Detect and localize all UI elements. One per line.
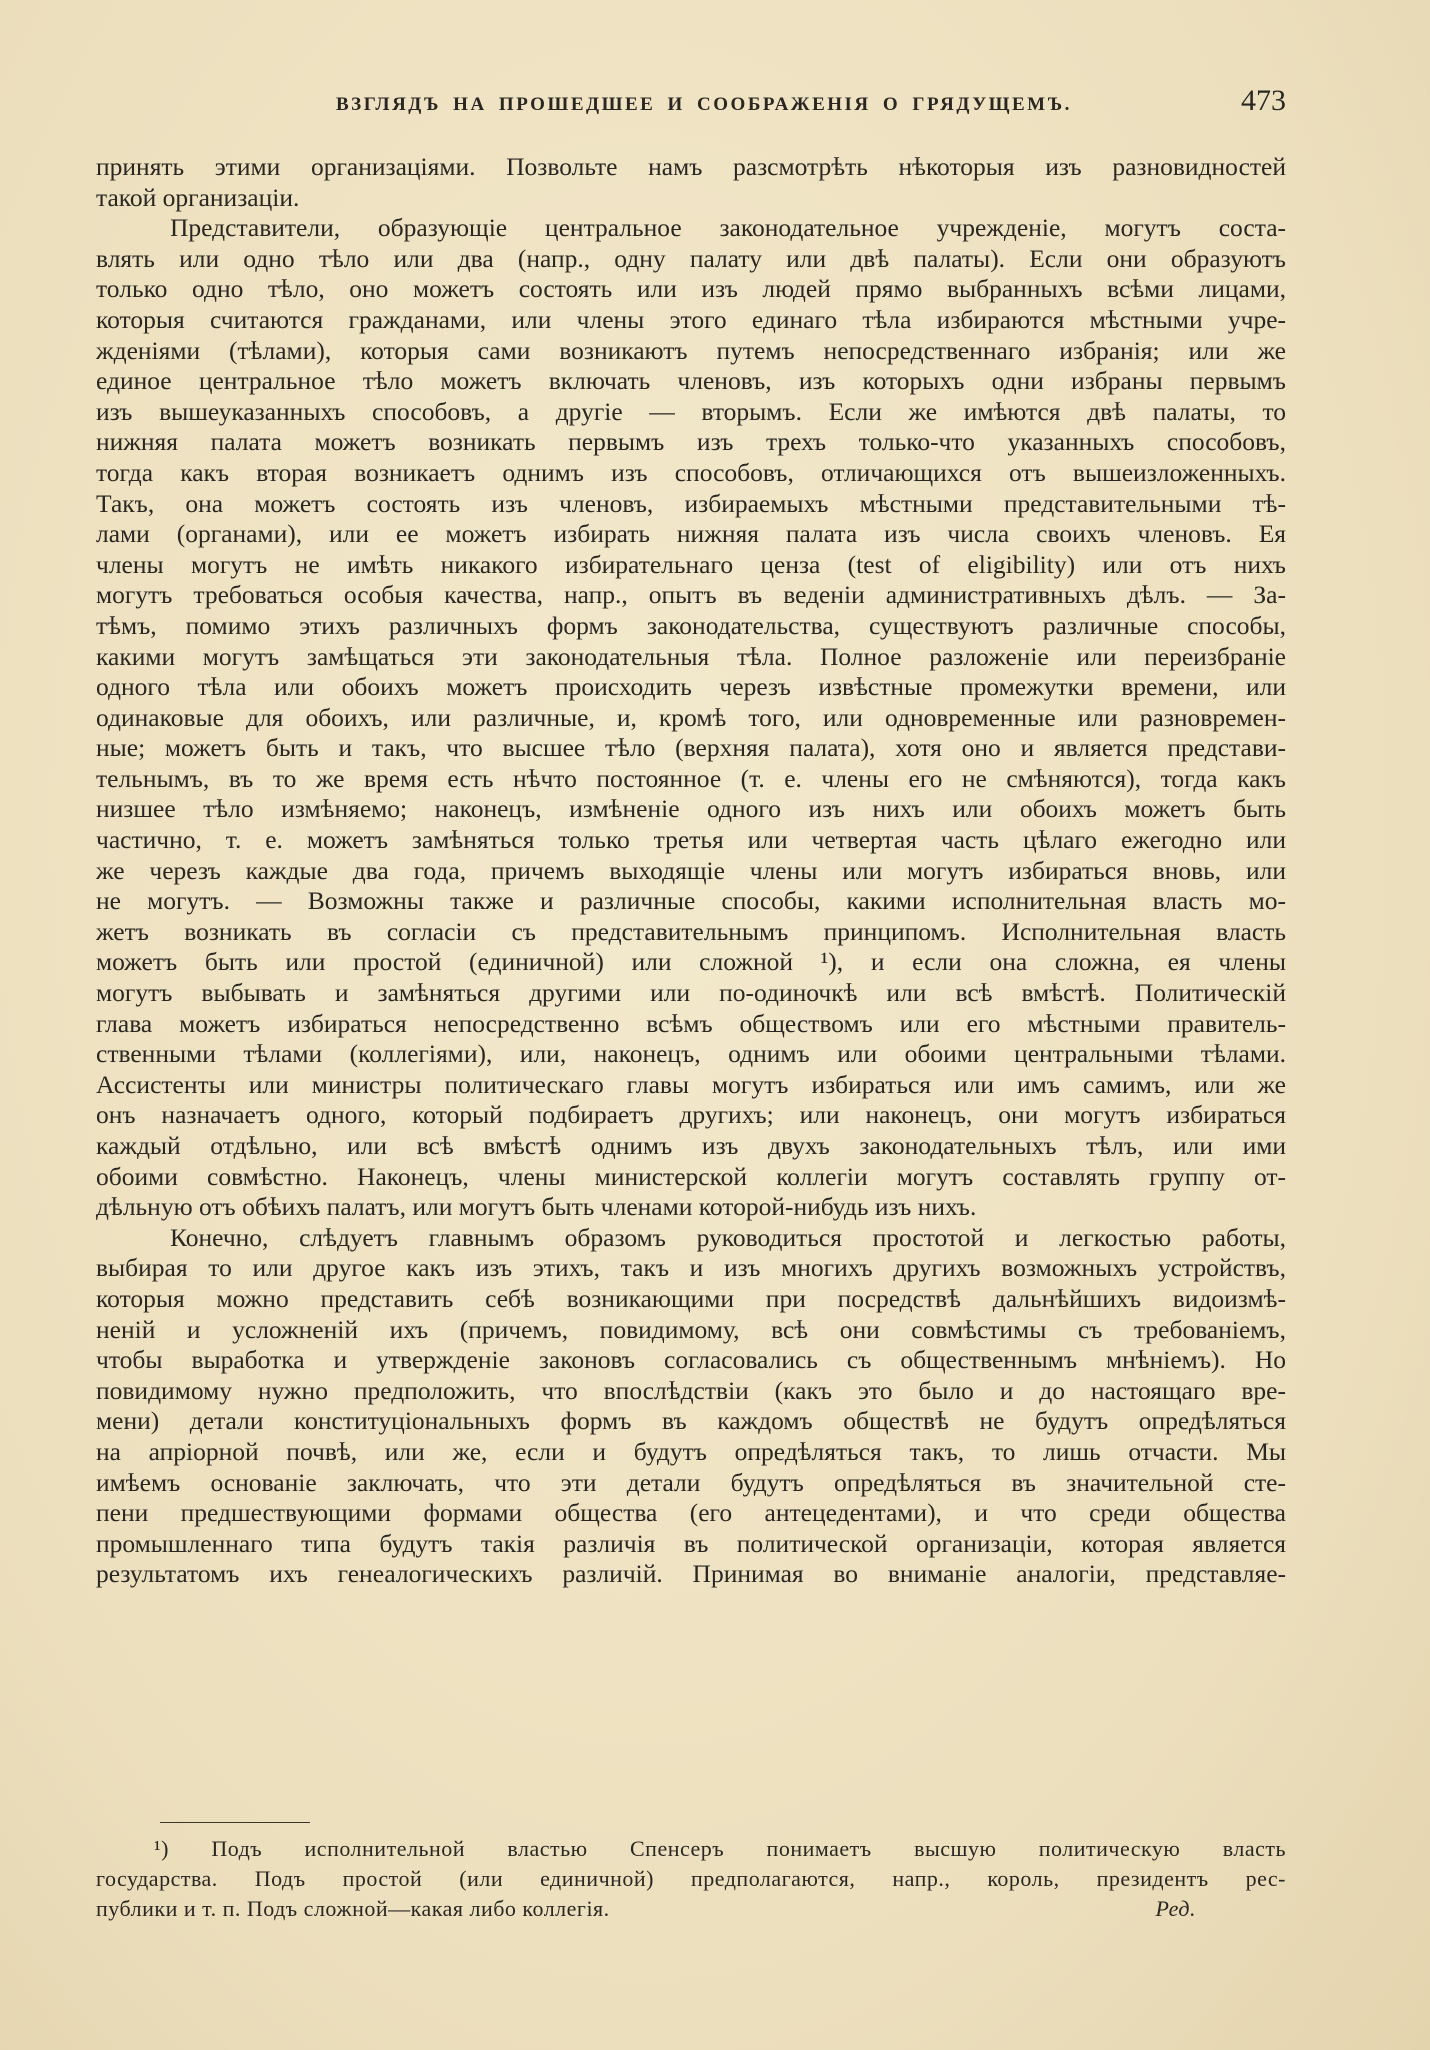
text-line: такой организаціи. [96, 182, 300, 212]
text-line: чтобы выработка и утвержденіе законовъ согласовались съ общественнымъ мнѣніемъ). Но [96, 1345, 1286, 1375]
text-line: жетъ возникать въ согласіи съ представительнымъ принципомъ. Исполнительная власть [96, 916, 1286, 946]
running-title: ВЗГЛЯДЪ НА ПРОШЕДШЕЕ И СООБРАЖЕНІЯ О ГРЯДУЩЕМЪ. [336, 94, 1072, 115]
text-line: тѣмъ, помимо этихъ различныхъ формъ законодательства, существуютъ различные способы, [96, 610, 1286, 640]
text-line: одинаковые для обоихъ, или различные, и, кромѣ того, или одновременные или разновремен- [96, 702, 1286, 732]
text-line: которыя считаются гражданами, или члены этого единаго тѣла избираются мѣстными учре- [96, 304, 1286, 334]
text-line: не могутъ. — Возможны также и различные способы, какими исполнительная власть мо- [96, 886, 1286, 916]
text-line: каждый отдѣльно, или всѣ вмѣстѣ однимъ изъ двухъ законодательныхъ тѣлъ, или ими [96, 1131, 1286, 1160]
text-line: Такъ, она можетъ состоять изъ членовъ, избираемыхъ мѣстными представительными тѣ- [96, 488, 1286, 518]
text-line: ственными тѣлами (коллегіями), или, наконецъ, однимъ или обоими центральными тѣлами. [96, 1039, 1286, 1069]
text-line: низшее тѣло измѣняемо; наконецъ, измѣненіе одного изъ нихъ или обоихъ можетъ быть [96, 794, 1286, 824]
page-number: 473 [1241, 84, 1286, 117]
text-line: глава можетъ избираться непосредственно всѣмъ обществомъ или его мѣстными правитель- [96, 1008, 1286, 1038]
text-line: могутъ выбывать и замѣняться другими или по-одиночкѣ или всѣ вмѣстѣ. Политическій [96, 978, 1286, 1008]
text-line: изъ вышеуказанныхъ способовъ, а другіе — вторымъ. Если же имѣются двѣ палаты, то [96, 396, 1286, 426]
text-line: неній и усложненій ихъ (причемъ, повидимому, всѣ они совмѣстимы съ требованіемъ, [96, 1314, 1286, 1344]
text-line: какими могутъ замѣщаться эти законодательныя тѣла. Полное разложеніе или переизбраніе [96, 641, 1286, 671]
text-line: выбирая то или другое какъ изъ этихъ, такъ и изъ многихъ другихъ возможныхъ устройствъ, [96, 1253, 1286, 1283]
text-line: могутъ требоваться особыя качества, напр., опытъ въ веденіи административныхъ дѣлъ. — За- [96, 580, 1286, 610]
text-line: повидимому нужно предположить, что впослѣдствіи (какъ это было и до настоящаго вре- [96, 1375, 1286, 1405]
text-line: мени) детали конституціональныхъ формъ въ каждомъ обществѣ не будутъ опредѣляться [96, 1406, 1286, 1436]
text-line: онъ назначаетъ одного, который подбираетъ другихъ; или наконецъ, они могутъ избираться [96, 1100, 1286, 1130]
text-line: нижняя палата можетъ возникать первымъ изъ трехъ только-что указанныхъ способовъ, [96, 427, 1286, 457]
footnote-line: публики и т. п. Подъ сложной—какая либо коллегія. [96, 1896, 610, 1921]
text-line: на апріорной почвѣ, или же, если и будутъ опредѣляться такъ, то лишь отчасти. Мы [96, 1436, 1286, 1466]
text-line: промышленнаго типа будутъ такія различія въ политической организаціи, которая является [96, 1528, 1286, 1558]
text-line: которыя можно представить себѣ возникающими при посредствѣ дальнѣйшихъ видоизмѣ- [96, 1283, 1286, 1313]
text-line: ные; можетъ быть и такъ, что высшее тѣло (верхняя палата), хотя оно и является представи- [96, 733, 1286, 763]
text-line: одного тѣла или обоихъ можетъ происходить черезъ извѣстные промежутки времени, или [96, 672, 1286, 702]
page-header [96, 84, 1286, 124]
text-line: Конечно, слѣдуетъ главнымъ образомъ руководиться простотой и легкостью работы, [170, 1222, 1286, 1252]
footnote-line: государства. Подъ простой (или единичной) предполагаются, напр., король, президентъ рес- [96, 1866, 1286, 1891]
text-line: Ассистенты или министры политическаго главы могутъ избираться или имъ самимъ, или же [96, 1069, 1286, 1099]
text-line: же черезъ каждые два года, причемъ выходящіе члены или могутъ избираться вновь, или [96, 855, 1286, 885]
text-line: члены могутъ не имѣть никакого избирательнаго ценза (test of eligibility) или отъ нихъ [96, 549, 1286, 579]
text-line: лами (органами), или ее можетъ избирать нижняя палата изъ числа своихъ членовъ. Ея [96, 519, 1286, 549]
text-line: только одно тѣло, оно можетъ состоять или изъ людей прямо выбранныхъ всѣми лицами, [96, 274, 1286, 304]
footnote-editor-mark: Ред. [1155, 1896, 1196, 1921]
text-line: обоими совмѣстно. Наконецъ, члены министерской коллегіи могутъ составлять группу от- [96, 1161, 1286, 1191]
text-line: единое центральное тѣло можетъ включать членовъ, изъ которыхъ одни избраны первымъ [96, 366, 1286, 396]
text-line: дѣльную отъ обѣихъ палатъ, или могутъ быть членами которой-нибудь изъ нихъ. [96, 1192, 977, 1222]
text-line: тельнымъ, въ то же время есть нѣчто постоянное (т. е. члены его не смѣняются), тогда какъ [96, 763, 1286, 793]
text-line: влять или одно тѣло или два (напр., одну палату или двѣ палаты). Если они образуютъ [96, 243, 1286, 273]
footnote-last-line [96, 1894, 1286, 1924]
text-line: имѣемъ основаніе заключать, что эти детали будутъ опредѣляться въ значительной сте- [96, 1467, 1286, 1497]
footnote-rule [160, 1822, 310, 1823]
text-line: принять этими организаціями. Позвольте намъ разсмотрѣть нѣкоторыя изъ разновидностей [96, 152, 1286, 181]
text-line: результатомъ ихъ генеалогическихъ различій. Принимая во вниманіе аналогіи, представляе- [96, 1559, 1286, 1589]
footnote [96, 1834, 1286, 1924]
text-line: Представители, образующіе центральное законодательное учрежденіе, могутъ соста- [170, 213, 1286, 243]
body-text [96, 152, 1286, 1590]
text-line: жденіями (тѣлами), которыя сами возникаютъ путемъ непосредственнаго избранія; или же [96, 335, 1286, 365]
text-line: можетъ быть или простой (единичной) или сложной ¹), и если она сложна, ея члены [96, 947, 1286, 977]
text-line: пени предшествующими формами общества (его антецедентами), и что среди общества [96, 1498, 1286, 1528]
text-line: частично, т. е. можетъ замѣняться только третья или четвертая часть цѣлаго ежегодно или [96, 825, 1286, 855]
footnote-line: ¹) Подъ исполнительной властью Спенсеръ понимаетъ высшую политическую власть [154, 1836, 1286, 1861]
text-line: тогда какъ вторая возникаетъ однимъ изъ способовъ, отличающихся отъ вышеизложенныхъ. [96, 457, 1286, 487]
